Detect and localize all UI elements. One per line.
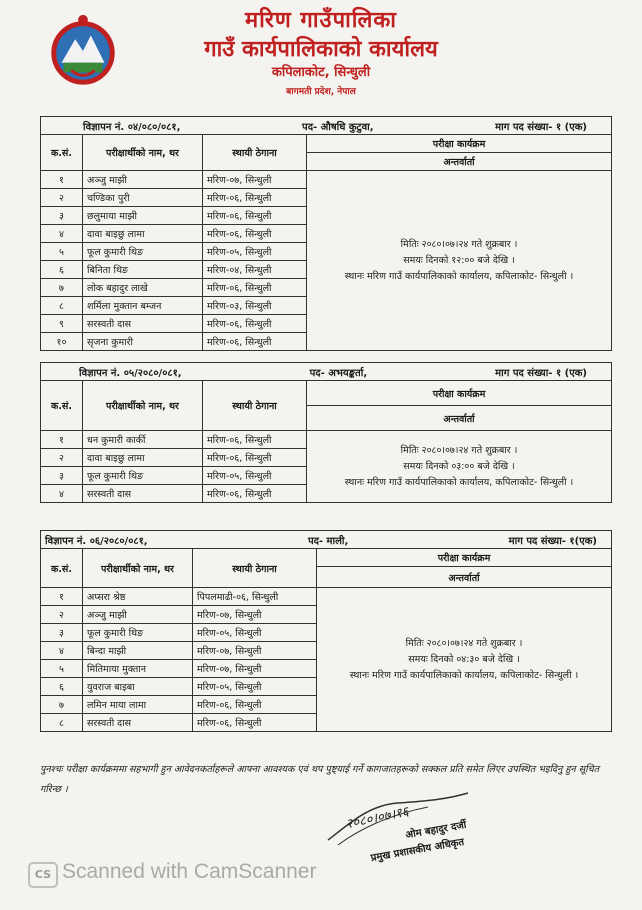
- row-sn: ६: [41, 261, 83, 279]
- candidate-name: फूल कुमारी थिङ: [83, 467, 203, 485]
- exam-schedule: [307, 171, 612, 351]
- post-name: पद- औषधि कुटुवा,: [302, 121, 374, 133]
- candidate-address: मरिण-०६, सिन्धुली: [203, 315, 307, 333]
- advertisement-header: [41, 363, 612, 381]
- candidate-address: मरिण-०७, सिन्धुली: [193, 660, 317, 678]
- row-sn: १: [41, 588, 83, 606]
- row-sn: ४: [41, 225, 83, 243]
- camscanner-logo-icon: CS: [28, 862, 58, 888]
- interview-header: अन्तर्वार्ता: [307, 153, 612, 171]
- candidate-name: दावा बाइछु लामा: [83, 449, 203, 467]
- candidate-name: सरस्वती दास: [83, 485, 203, 503]
- office-title-heading: गाउँ कार्यपालिकाको कार्यालय: [204, 37, 438, 62]
- exam-program-header: परीक्षा कार्यक्रम: [317, 549, 612, 567]
- schedule-date: मितिः २०८०।०७।२४ गते शुक्रबार ।: [405, 637, 523, 649]
- row-sn: ५: [41, 660, 83, 678]
- sn-header: क.सं.: [41, 381, 83, 431]
- row-sn: २: [41, 449, 83, 467]
- candidate-address: मरिण-०६, सिन्धुली: [203, 333, 307, 351]
- candidate-name: बिन्दा माझी: [83, 642, 193, 660]
- candidate-name: मितिमाया मुक्तान: [83, 660, 193, 678]
- candidate-address: मरिण-०३, सिन्धुली: [203, 297, 307, 315]
- row-sn: ७: [41, 696, 83, 714]
- candidate-name: युवराज बाइबा: [83, 678, 193, 696]
- candidate-address: मरिण-०६, सिन्धुली: [203, 279, 307, 297]
- candidate-address: मरिण-०७, सिन्धुली: [193, 606, 317, 624]
- demand-count: माग पद संख्या- १ (एक): [495, 121, 587, 133]
- row-sn: ७: [41, 279, 83, 297]
- candidate-name: अञ्जु माझी: [83, 171, 203, 189]
- candidate-address: मरिण-०६, सिन्धुली: [193, 714, 317, 732]
- office-name-heading: मरिण गाउँपालिका: [245, 8, 397, 33]
- row-sn: १: [41, 171, 83, 189]
- advertisement-number: विज्ञापन नं. ०६/२०८०/०८१,: [45, 535, 148, 547]
- candidate-name: शर्मिला मुक्तान बम्जन: [83, 297, 203, 315]
- interview-header: अन्तर्वार्ता: [317, 567, 612, 588]
- candidate-name: छलुमाया माझी: [83, 207, 203, 225]
- candidate-address: मरिण-०६, सिन्धुली: [203, 225, 307, 243]
- demand-count: माग पद संख्या- १ (एक): [495, 367, 587, 379]
- advertisement-number: विज्ञापन नं. ०५/२०८०/०८१,: [79, 367, 182, 379]
- row-sn: ४: [41, 485, 83, 503]
- address-header: स्थायी ठेगाना: [203, 381, 307, 431]
- exam-program-header: परीक्षा कार्यक्रम: [307, 135, 612, 153]
- candidate-address: मरिण-०७, सिन्धुली: [203, 171, 307, 189]
- exam-program-header: परीक्षा कार्यक्रम: [307, 381, 612, 406]
- candidate-name: लमिन माया लामा: [83, 696, 193, 714]
- row-sn: ४: [41, 642, 83, 660]
- address-header: स्थायी ठेगाना: [203, 135, 307, 171]
- exam-table-section-1: [40, 116, 612, 351]
- candidate-address: पिपलमाढी-०६, सिन्धुली: [193, 588, 317, 606]
- table-row: [41, 171, 612, 189]
- exam-schedule: [317, 588, 612, 732]
- row-sn: ५: [41, 243, 83, 261]
- name-header: परीक्षार्थीको नाम, थर: [83, 135, 203, 171]
- address-header: स्थायी ठेगाना: [193, 549, 317, 588]
- camscanner-watermark: Scanned with CamScanner: [62, 860, 317, 883]
- candidate-address: मरिण-०५, सिन्धुली: [193, 624, 317, 642]
- sn-header: क.सं.: [41, 135, 83, 171]
- candidate-address: मरिण-०६, सिन्धुली: [203, 207, 307, 225]
- name-header: परीक्षार्थीको नाम, थर: [83, 549, 193, 588]
- exam-schedule: [307, 431, 612, 503]
- candidate-name: अप्सरा श्रेष्ठ: [83, 588, 193, 606]
- row-sn: १०: [41, 333, 83, 351]
- advertisement-header: [41, 531, 612, 549]
- office-location: कपिलाकोट, सिन्धुली: [271, 65, 371, 80]
- schedule-time: समयः दिनको ०३:०० बजे देखि ।: [403, 460, 515, 472]
- demand-count: माग पद संख्या- १(एक): [508, 535, 597, 547]
- candidate-address: मरिण-०६, सिन्धुली: [193, 696, 317, 714]
- candidate-name: अञ्जु माझी: [83, 606, 193, 624]
- post-name: पद- माली,: [307, 535, 349, 547]
- row-sn: ८: [41, 714, 83, 732]
- row-sn: २: [41, 606, 83, 624]
- schedule-place: स्थानः मरिण गाउँ कार्यपालिकाको कार्यालय, कपिलाकोट- सिन्धुली ।: [349, 669, 579, 681]
- signatory-name: ओम बहादुर दर्जी: [404, 819, 468, 842]
- row-sn: ३: [41, 207, 83, 225]
- row-sn: ८: [41, 297, 83, 315]
- row-sn: २: [41, 189, 83, 207]
- candidate-name: बिनिता थिङ: [83, 261, 203, 279]
- footnote: पुनश्चः परीक्षा कार्यक्रममा सहभागी हुन आवेदनकर्ताहरूले आफ्ना आवश्यक एवं थप पुष्ट्याई गर्ने कागजातहरूको सक्कल प्रति समेत लिएर उपस्थित भइदिनु हुन सूचित गरिन्छ ।: [40, 764, 600, 795]
- candidate-name: धन कुमारी कार्की: [83, 431, 203, 449]
- schedule-date: मितिः २०८०।०७।२४ गते शुक्रबार ।: [400, 444, 518, 456]
- row-sn: १: [41, 431, 83, 449]
- candidate-name: दावा बाइछु लामा: [83, 225, 203, 243]
- candidate-address: मरिण-०५, सिन्धुली: [203, 243, 307, 261]
- candidate-address: मरिण-०७, सिन्धुली: [193, 642, 317, 660]
- candidate-address: मरिण-०६, सिन्धुली: [203, 431, 307, 449]
- candidate-address: मरिण-०४, सिन्धुली: [203, 261, 307, 279]
- candidate-address: मरिण-०५, सिन्धुली: [193, 678, 317, 696]
- schedule-place: स्थानः मरिण गाउँ कार्यपालिकाको कार्यालय, कपिलाकोट- सिन्धुली ।: [344, 270, 574, 282]
- candidate-name: फूल कुमारी थिङ: [83, 243, 203, 261]
- candidate-address: मरिण-०६, सिन्धुली: [203, 449, 307, 467]
- row-sn: ९: [41, 315, 83, 333]
- signature-date: २०८०।०७।१६: [344, 804, 411, 833]
- office-province: बागमती प्रदेश, नेपाल: [286, 87, 356, 97]
- schedule-time: समयः दिनको ०४:३० बजे देखि ।: [408, 653, 520, 665]
- post-name: पद- अभयङ्कर्ता,: [309, 367, 368, 379]
- schedule-date: मितिः २०८०।०७।२४ गते शुक्रबार ।: [400, 238, 518, 250]
- sn-header: क.सं.: [41, 549, 83, 588]
- table-row: [41, 588, 612, 606]
- candidate-name: लोक बहादुर लाखे: [83, 279, 203, 297]
- candidate-name: सृजना कुमारी: [83, 333, 203, 351]
- candidate-name: चण्डिका पुरी: [83, 189, 203, 207]
- candidate-address: मरिण-०६, सिन्धुली: [203, 485, 307, 503]
- row-sn: ३: [41, 467, 83, 485]
- row-sn: ३: [41, 624, 83, 642]
- advertisement-header: [41, 117, 612, 135]
- table-row: [41, 431, 612, 449]
- candidate-name: सरस्वती दास: [83, 714, 193, 732]
- candidate-name: फूल कुमारी थिङ: [83, 624, 193, 642]
- candidate-address: मरिण-०६, सिन्धुली: [203, 189, 307, 207]
- candidate-name: सरस्वती दास: [83, 315, 203, 333]
- schedule-time: समयः दिनको १२:०० बजे देखि ।: [403, 254, 515, 266]
- interview-header: अन्तर्वार्ता: [307, 406, 612, 431]
- exam-table-section-2: [40, 362, 612, 503]
- name-header: परीक्षार्थीको नाम, थर: [83, 381, 203, 431]
- candidate-address: मरिण-०५, सिन्धुली: [203, 467, 307, 485]
- signatory-title: प्रमुख प्रशासकीय अधिकृत: [370, 836, 465, 865]
- exam-table-section-3: [40, 530, 612, 732]
- schedule-place: स्थानः मरिण गाउँ कार्यपालिकाको कार्यालय, कपिलाकोट- सिन्धुली ।: [344, 476, 574, 488]
- row-sn: ६: [41, 678, 83, 696]
- advertisement-number: विज्ञापन नं. ०४/०८०/०८१,: [83, 121, 181, 133]
